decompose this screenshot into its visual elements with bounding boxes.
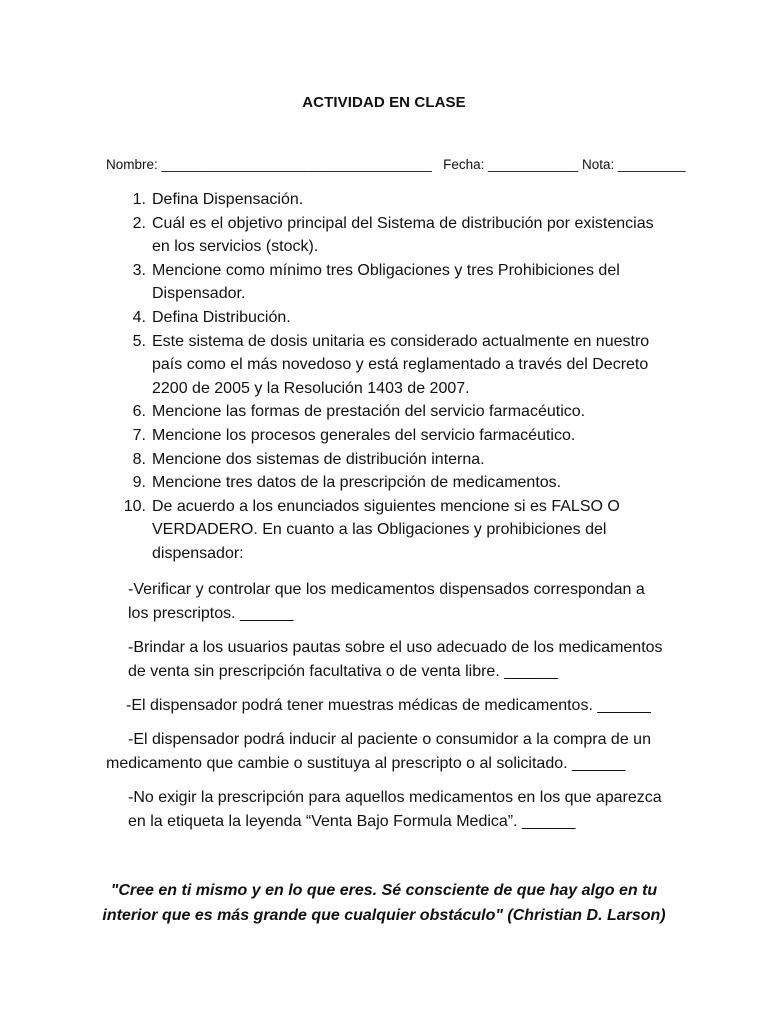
question-item [104,471,664,495]
question-item [104,424,664,448]
question-item [104,330,664,401]
question-number: 5. [132,332,146,350]
question-number: 9. [132,474,146,492]
question-text: Mencione las formas de prestación del servicio farmacéutico. [152,403,586,421]
question-item [104,495,664,566]
question-item [104,212,664,259]
question-text: De acuerdo a los enunciados siguientes mencione si es FALSO O VERDADERO. En cuanto a las Obligaciones y prohibiciones del dispensador: [152,497,620,562]
question-number: 10. [123,497,146,515]
question-text: Mencione como mínimo tres Obligaciones y tres Prohibiciones del Dispensador. [152,261,620,303]
question-number: 3. [132,261,146,279]
statement-item: -No exigir la prescripción para aquellos medicamentos en los que aparezca en la etiqueta la leyenda “Venta Bajo Formula Medica”. ______ [128,789,662,830]
question-text: Defina Distribución. [152,308,291,326]
question-text: Defina Dispensación. [152,191,304,208]
question-text: Este sistema de dosis unitaria es considerado actualmente en nuestro país como el más novedoso y está reglamentado a través del Decreto 2200 de 2005 y la Resolución 1403 de 2007. [152,332,650,397]
statement-item: -El dispensador podrá inducir al paciente o consumidor a la compra de un medicamento que cambie o sustituya al prescripto o al solicitado. ______ [106,731,651,772]
statement-item: -El dispensador podrá tener muestras médicas de medicamentos. ______ [126,697,651,714]
question-number: 2. [132,214,146,232]
question-number: 1. [132,191,146,208]
nombre-field: Nombre: ____________________________________ [106,157,432,172]
question-item [104,400,664,424]
true-false-statements [106,578,666,844]
fecha-field: Fecha: ____________ [443,157,579,172]
motivational-quote: "Cree en ti mismo y en lo que eres. Sé consciente de que hay algo en tu interior que es más grande que cualquier obstáculo" (Christian D. Larson) [102,882,666,924]
question-item [104,306,664,330]
statement-item: -Verificar y controlar que los medicamentos dispensados correspondan a los prescriptos. ______ [128,581,645,622]
question-text: Cuál es el objetivo principal del Sistema de distribución por existencias en los servicios (stock). [152,214,654,256]
question-number: 7. [132,426,146,444]
question-text: Mencione los procesos generales del servicio farmacéutico. [152,426,576,444]
document-title: ACTIVIDAD EN CLASE [302,94,466,111]
question-number: 8. [132,450,146,468]
question-item [104,448,664,472]
question-item [104,188,664,212]
question-number: 6. [132,403,146,421]
question-item [104,259,664,306]
question-number: 4. [132,308,146,326]
nota-field: Nota: _________ [581,157,686,172]
statement-item: -Brindar a los usuarios pautas sobre el uso adecuado de los medicamentos de venta sin prescripción facultativa o de venta libre. ______ [128,639,663,680]
question-text: Mencione tres datos de la prescripción de medicamentos. [152,474,562,492]
question-list [104,188,664,566]
question-text: Mencione dos sistemas de distribución interna. [152,450,485,468]
student-info-line [106,157,706,172]
